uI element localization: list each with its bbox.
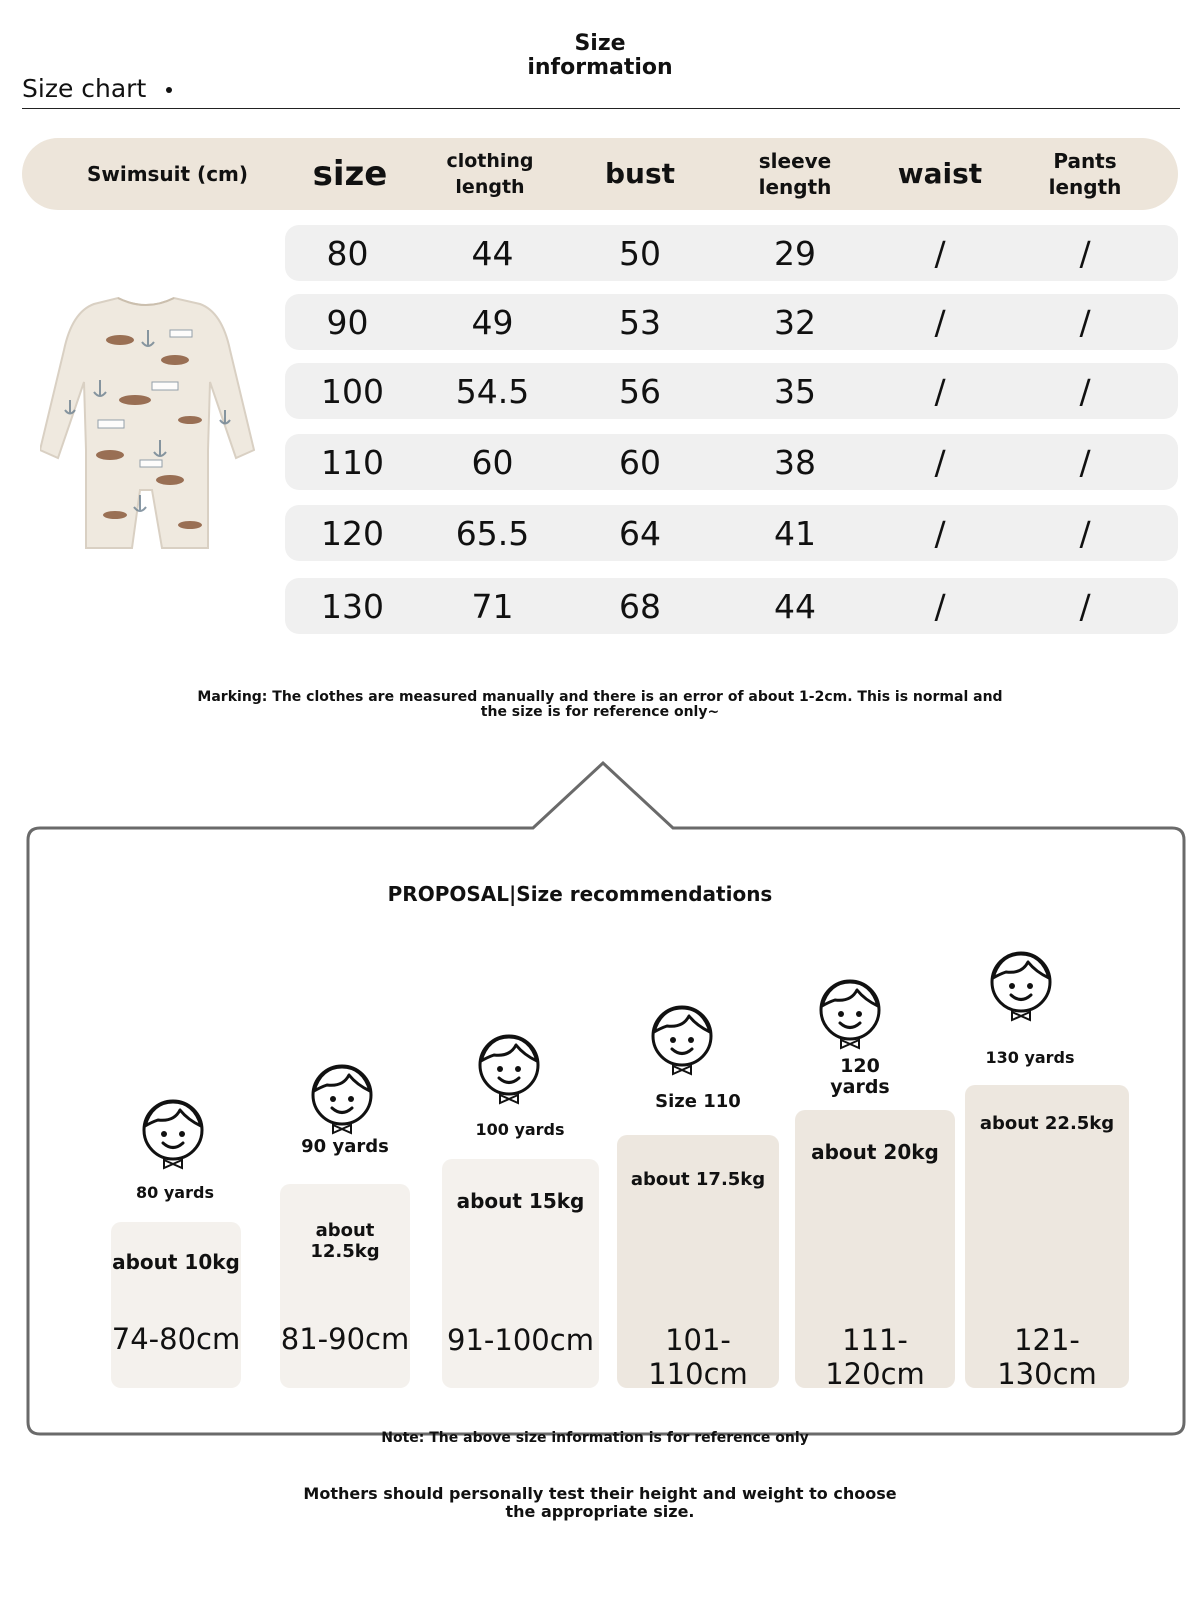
card-height: 101-110cm xyxy=(648,1323,748,1391)
size-card xyxy=(111,1222,241,1388)
cell-waist: / xyxy=(934,371,946,411)
cell-pants-length: / xyxy=(1079,513,1091,553)
cell-sleeve-length: 29 xyxy=(774,233,816,273)
cell-waist: / xyxy=(934,586,946,626)
section-subtitle: Size chart xyxy=(22,74,147,103)
child-face-icon xyxy=(140,1098,206,1170)
card-weight: about 17.5kg xyxy=(630,1169,766,1190)
cell-pants-length: / xyxy=(1079,371,1091,411)
cell-sleeve-length: 38 xyxy=(774,442,816,482)
cell-clothing-length: 65.5 xyxy=(455,513,530,553)
card-height: 74-80cm xyxy=(111,1322,241,1356)
cell-clothing-length: 44 xyxy=(471,233,514,273)
size-label: Size 110 xyxy=(655,1091,741,1112)
card-weight: about 12.5kg xyxy=(310,1220,380,1262)
cell-bust: 68 xyxy=(619,586,661,626)
cell-clothing-length: 71 xyxy=(471,586,514,626)
cell-waist: / xyxy=(934,233,946,273)
size-card xyxy=(442,1159,599,1388)
cell-pants-length: / xyxy=(1079,233,1091,273)
cell-bust: 56 xyxy=(619,371,661,411)
cell-size: 110 xyxy=(321,442,384,482)
size-label: 90 yards xyxy=(301,1136,389,1157)
size-label: 130 yards xyxy=(985,1048,1075,1067)
child-face-icon xyxy=(649,1004,715,1076)
page-title-line1: Size xyxy=(574,31,626,56)
cell-pants-length: / xyxy=(1079,302,1091,342)
cell-size: 90 xyxy=(326,302,369,342)
col-header-swimsuit: Swimsuit (cm) xyxy=(86,162,249,186)
size-card xyxy=(965,1085,1129,1391)
child-face-icon xyxy=(988,950,1054,1022)
size-card xyxy=(795,1110,955,1391)
size-label: 80 yards xyxy=(136,1183,214,1202)
size-note: Note: The above size information is for reference only xyxy=(381,1430,809,1446)
cell-size: 120 xyxy=(321,513,384,553)
cell-waist: / xyxy=(934,302,946,342)
cell-bust: 53 xyxy=(619,302,661,342)
col-header-size: size xyxy=(312,154,388,194)
size-card xyxy=(617,1135,779,1391)
page-title-line2: information xyxy=(527,55,673,80)
measurement-disclaimer: Marking: The clothes are measured manually and there is an error of about 1-2cm. This is normal and the size is for reference only~ xyxy=(197,689,1003,720)
cell-bust: 60 xyxy=(619,442,661,482)
card-weight: about 10kg xyxy=(112,1250,240,1274)
size-label: 100 yards xyxy=(475,1120,565,1139)
size-label: 120 yards xyxy=(830,1055,890,1098)
cell-clothing-length: 54.5 xyxy=(455,371,530,411)
card-height: 111-120cm xyxy=(825,1323,925,1391)
col-header-clothing-length: clothing length xyxy=(446,150,534,198)
card-height: 121-130cm xyxy=(997,1323,1097,1391)
cell-size: 100 xyxy=(321,371,384,411)
cell-waist: / xyxy=(934,442,946,482)
cell-clothing-length: 49 xyxy=(471,302,514,342)
col-header-waist: waist xyxy=(897,157,983,190)
card-height: 81-90cm xyxy=(280,1322,410,1356)
cell-sleeve-length: 35 xyxy=(774,371,816,411)
col-header-pants-length: Pants length xyxy=(1048,149,1122,199)
size-card xyxy=(280,1184,410,1388)
col-header-sleeve-length: sleeve length xyxy=(758,149,832,199)
cell-bust: 64 xyxy=(619,513,661,553)
child-face-icon xyxy=(476,1033,542,1105)
cell-bust: 50 xyxy=(619,233,661,273)
cell-pants-length: / xyxy=(1079,586,1091,626)
cell-pants-length: / xyxy=(1079,442,1091,482)
cell-sleeve-length: 41 xyxy=(774,513,816,553)
child-face-icon xyxy=(817,978,883,1050)
cell-clothing-length: 60 xyxy=(471,442,514,482)
card-weight: about 15kg xyxy=(456,1189,585,1213)
cell-waist: / xyxy=(934,513,946,553)
card-height: 91-100cm xyxy=(447,1323,594,1357)
cell-sleeve-length: 32 xyxy=(774,302,816,342)
cell-size: 130 xyxy=(321,586,384,626)
measure-advice: Mothers should personally test their height and weight to choose the appropriate size. xyxy=(303,1484,897,1521)
col-header-bust: bust xyxy=(604,157,676,190)
cell-sleeve-length: 44 xyxy=(774,586,816,626)
child-face-icon xyxy=(309,1063,375,1135)
recommendations-title: PROPOSAL|Size recommendations xyxy=(387,882,773,906)
cell-size: 80 xyxy=(326,233,369,273)
card-weight: about 20kg xyxy=(811,1140,939,1164)
card-weight: about 22.5kg xyxy=(979,1113,1115,1134)
